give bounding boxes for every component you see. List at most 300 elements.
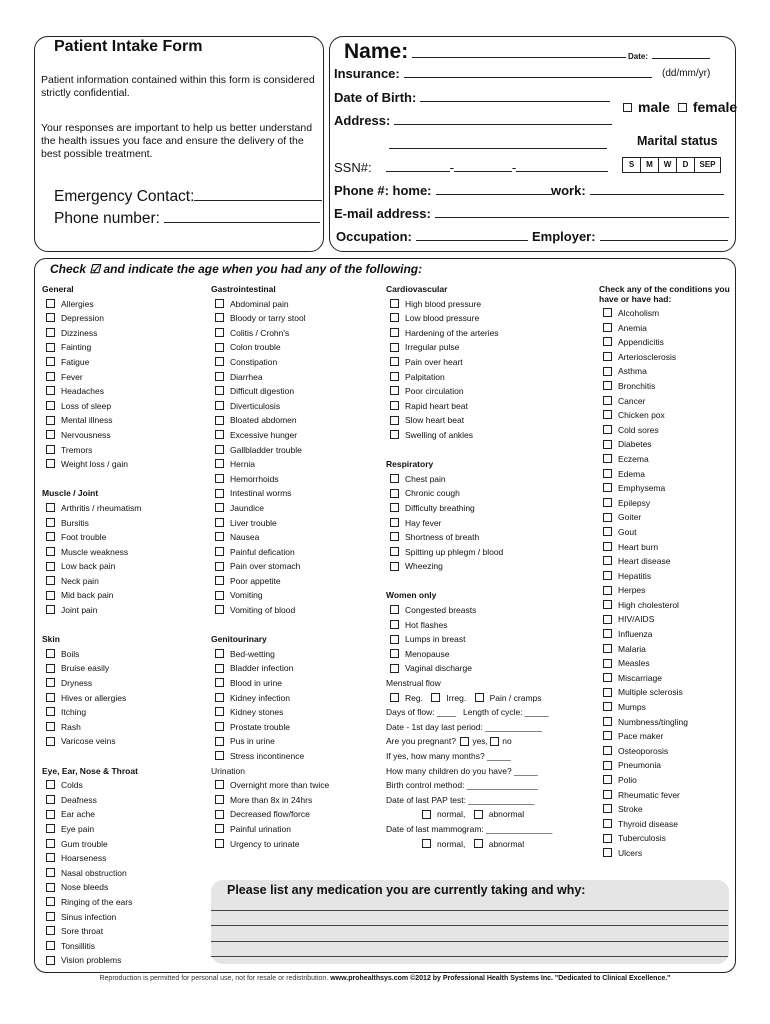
months-field[interactable]: If yes, how many months? _____	[386, 751, 511, 761]
phone-home-field[interactable]	[334, 183, 552, 198]
cardio-item[interactable]	[386, 340, 552, 355]
checkbox[interactable]	[46, 649, 55, 658]
respiratory-item[interactable]	[386, 559, 552, 574]
email-field[interactable]	[334, 206, 729, 221]
checkbox[interactable]	[603, 323, 612, 332]
checkbox[interactable]	[603, 483, 612, 492]
checkbox[interactable]	[603, 688, 612, 697]
other-condition-item[interactable]	[599, 321, 731, 336]
checkbox[interactable]	[390, 503, 399, 512]
muscle-joint-item[interactable]	[42, 603, 141, 618]
checkbox[interactable]	[603, 586, 612, 595]
skin-item[interactable]	[42, 691, 141, 706]
pap-test-field[interactable]: Date of last PAP test: ______________	[386, 794, 535, 805]
women-item[interactable]	[386, 661, 552, 676]
checkbox[interactable]	[215, 795, 224, 804]
checkbox[interactable]	[46, 795, 55, 804]
women-item[interactable]	[386, 632, 552, 647]
general-item[interactable]	[42, 384, 141, 399]
checkbox[interactable]	[46, 532, 55, 541]
women-item[interactable]	[386, 647, 552, 662]
checkbox[interactable]	[603, 556, 612, 565]
checkbox[interactable]	[215, 737, 224, 746]
genito-item[interactable]	[211, 691, 329, 706]
gastro-item[interactable]	[211, 486, 329, 501]
checkbox[interactable]	[46, 576, 55, 585]
other-condition-item[interactable]	[599, 817, 731, 832]
checkbox[interactable]	[390, 416, 399, 425]
other-condition-item[interactable]	[599, 729, 731, 744]
other-condition-item[interactable]	[599, 394, 731, 409]
checkbox[interactable]	[390, 532, 399, 541]
gastro-item[interactable]	[211, 501, 329, 516]
general-item[interactable]	[42, 399, 141, 414]
checkbox[interactable]	[215, 693, 224, 702]
gastro-item[interactable]	[211, 530, 329, 545]
gastro-item[interactable]	[211, 340, 329, 355]
cardio-item[interactable]	[386, 399, 552, 414]
checkbox[interactable]	[390, 518, 399, 527]
checkbox[interactable]	[390, 620, 399, 629]
other-condition-item[interactable]	[599, 612, 731, 627]
occupation-field[interactable]	[336, 229, 528, 244]
gastro-item[interactable]	[211, 545, 329, 560]
muscle-joint-item[interactable]	[42, 501, 141, 516]
other-condition-item[interactable]	[599, 598, 731, 613]
genito-item[interactable]	[211, 705, 329, 720]
address-field[interactable]	[334, 113, 612, 128]
other-condition-item[interactable]	[599, 846, 731, 861]
general-item[interactable]	[42, 443, 141, 458]
other-condition-item[interactable]	[599, 831, 731, 846]
general-item[interactable]	[42, 297, 141, 312]
pap-abnormal-checkbox[interactable]	[474, 810, 483, 819]
general-item[interactable]	[42, 311, 141, 326]
checkbox[interactable]	[46, 853, 55, 862]
checkbox[interactable]	[215, 416, 224, 425]
other-condition-item[interactable]	[599, 510, 731, 525]
other-condition-item[interactable]	[599, 744, 731, 759]
checkbox[interactable]	[215, 722, 224, 731]
checkbox[interactable]	[390, 605, 399, 614]
checkbox[interactable]	[603, 381, 612, 390]
gastro-item[interactable]	[211, 457, 329, 472]
checkbox[interactable]	[46, 737, 55, 746]
checkbox[interactable]	[215, 678, 224, 687]
checkbox[interactable]	[390, 489, 399, 498]
other-condition-item[interactable]	[599, 758, 731, 773]
checkbox[interactable]	[603, 644, 612, 653]
checkbox[interactable]	[390, 649, 399, 658]
checkbox[interactable]	[603, 542, 612, 551]
checkbox[interactable]	[603, 440, 612, 449]
checkbox[interactable]	[46, 868, 55, 877]
gastro-item[interactable]	[211, 516, 329, 531]
checkbox[interactable]	[603, 337, 612, 346]
gastro-item[interactable]	[211, 311, 329, 326]
gastro-item[interactable]	[211, 443, 329, 458]
checkbox[interactable]	[46, 357, 55, 366]
muscle-joint-item[interactable]	[42, 545, 141, 560]
mammogram-field[interactable]: Date of last mammogram: ______________	[386, 823, 553, 834]
male-checkbox[interactable]	[623, 103, 632, 112]
other-condition-item[interactable]	[599, 685, 731, 700]
mammogram-abnormal-checkbox[interactable]	[474, 839, 483, 848]
respiratory-item[interactable]	[386, 486, 552, 501]
respiratory-item[interactable]	[386, 472, 552, 487]
checkbox[interactable]	[46, 780, 55, 789]
checkbox[interactable]	[46, 897, 55, 906]
female-checkbox[interactable]	[678, 103, 687, 112]
gastro-item[interactable]	[211, 370, 329, 385]
checkbox[interactable]	[390, 401, 399, 410]
eent-item[interactable]	[42, 939, 141, 954]
checkbox[interactable]	[603, 702, 612, 711]
gastro-item[interactable]	[211, 603, 329, 618]
checkbox[interactable]	[46, 430, 55, 439]
other-condition-item[interactable]	[599, 773, 731, 788]
checkbox[interactable]	[390, 664, 399, 673]
cardio-item[interactable]	[386, 355, 552, 370]
checkbox[interactable]	[215, 386, 224, 395]
address-line-2[interactable]	[389, 148, 607, 149]
skin-item[interactable]	[42, 676, 141, 691]
checkbox[interactable]	[46, 678, 55, 687]
checkbox[interactable]	[215, 810, 224, 819]
skin-item[interactable]	[42, 734, 141, 749]
checkbox[interactable]	[603, 673, 612, 682]
name-field[interactable]	[344, 40, 626, 64]
checkbox[interactable]	[46, 605, 55, 614]
checkbox[interactable]	[215, 459, 224, 468]
checkbox[interactable]	[603, 746, 612, 755]
checkbox[interactable]	[603, 396, 612, 405]
checkbox[interactable]	[603, 527, 612, 536]
gastro-item[interactable]	[211, 588, 329, 603]
checkbox[interactable]	[46, 445, 55, 454]
checkbox[interactable]	[46, 883, 55, 892]
checkbox[interactable]	[46, 328, 55, 337]
other-condition-item[interactable]	[599, 802, 731, 817]
urination-item[interactable]	[211, 822, 329, 837]
respiratory-item[interactable]	[386, 501, 552, 516]
checkbox[interactable]	[215, 751, 224, 760]
other-condition-item[interactable]	[599, 700, 731, 715]
other-condition-item[interactable]	[599, 452, 731, 467]
medication-line-2[interactable]	[211, 925, 728, 926]
checkbox[interactable]	[603, 629, 612, 638]
urination-item[interactable]	[211, 778, 329, 793]
muscle-joint-item[interactable]	[42, 574, 141, 589]
eent-item[interactable]	[42, 778, 141, 793]
checkbox[interactable]	[390, 562, 399, 571]
other-condition-item[interactable]	[599, 306, 731, 321]
other-condition-item[interactable]	[599, 423, 731, 438]
other-condition-item[interactable]	[599, 788, 731, 803]
marital-option-sep[interactable]: SEP	[694, 157, 721, 173]
pain-checkbox[interactable]	[475, 693, 484, 702]
emergency-contact-field[interactable]	[54, 188, 322, 206]
other-condition-item[interactable]	[599, 656, 731, 671]
checkbox[interactable]	[603, 454, 612, 463]
medication-line-1[interactable]	[211, 910, 728, 911]
gastro-item[interactable]	[211, 297, 329, 312]
respiratory-item[interactable]	[386, 516, 552, 531]
checkbox[interactable]	[46, 343, 55, 352]
checkbox[interactable]	[46, 459, 55, 468]
checkbox[interactable]	[215, 430, 224, 439]
gastro-item[interactable]	[211, 355, 329, 370]
gastro-item[interactable]	[211, 574, 329, 589]
marital-option-s[interactable]: S	[622, 157, 641, 173]
other-condition-item[interactable]	[599, 481, 731, 496]
cardio-item[interactable]	[386, 428, 552, 443]
checkbox[interactable]	[46, 810, 55, 819]
checkbox[interactable]	[215, 372, 224, 381]
checkbox[interactable]	[603, 717, 612, 726]
ssn-field[interactable]	[334, 160, 608, 175]
other-condition-item[interactable]	[599, 364, 731, 379]
eent-item[interactable]	[42, 910, 141, 925]
checkbox[interactable]	[46, 313, 55, 322]
genito-item[interactable]	[211, 647, 329, 662]
eent-item[interactable]	[42, 895, 141, 910]
skin-item[interactable]	[42, 661, 141, 676]
checkbox[interactable]	[46, 416, 55, 425]
marital-option-w[interactable]: W	[658, 157, 677, 173]
checkbox[interactable]	[46, 693, 55, 702]
other-condition-item[interactable]	[599, 408, 731, 423]
eent-item[interactable]	[42, 793, 141, 808]
eent-item[interactable]	[42, 822, 141, 837]
cardio-item[interactable]	[386, 297, 552, 312]
checkbox[interactable]	[603, 352, 612, 361]
checkbox[interactable]	[46, 547, 55, 556]
other-condition-item[interactable]	[599, 540, 731, 555]
muscle-joint-item[interactable]	[42, 516, 141, 531]
checkbox[interactable]	[603, 308, 612, 317]
marital-option-d[interactable]: D	[676, 157, 695, 173]
checkbox[interactable]	[46, 401, 55, 410]
checkbox[interactable]	[215, 824, 224, 833]
other-condition-item[interactable]	[599, 671, 731, 686]
gastro-item[interactable]	[211, 559, 329, 574]
eent-item[interactable]	[42, 880, 141, 895]
checkbox[interactable]	[603, 819, 612, 828]
checkbox[interactable]	[215, 780, 224, 789]
checkbox[interactable]	[603, 367, 612, 376]
checkbox[interactable]	[215, 707, 224, 716]
checkbox[interactable]	[215, 503, 224, 512]
checkbox[interactable]	[390, 343, 399, 352]
gastro-item[interactable]	[211, 399, 329, 414]
checkbox[interactable]	[390, 372, 399, 381]
employer-field[interactable]	[532, 229, 728, 244]
gastro-item[interactable]	[211, 472, 329, 487]
checkbox[interactable]	[215, 489, 224, 498]
other-condition-item[interactable]	[599, 335, 731, 350]
checkbox[interactable]	[603, 790, 612, 799]
general-item[interactable]	[42, 355, 141, 370]
medication-line-4[interactable]	[211, 956, 728, 957]
general-item[interactable]	[42, 413, 141, 428]
checkbox[interactable]	[603, 498, 612, 507]
respiratory-item[interactable]	[386, 530, 552, 545]
checkbox[interactable]	[46, 503, 55, 512]
urination-item[interactable]	[211, 807, 329, 822]
checkbox[interactable]	[603, 659, 612, 668]
women-item[interactable]	[386, 618, 552, 633]
checkbox[interactable]	[215, 313, 224, 322]
eent-item[interactable]	[42, 924, 141, 939]
checkbox[interactable]	[603, 804, 612, 813]
checkbox[interactable]	[46, 824, 55, 833]
checkbox[interactable]	[46, 839, 55, 848]
eent-item[interactable]	[42, 851, 141, 866]
pregnant-no-checkbox[interactable]	[490, 737, 499, 746]
checkbox[interactable]	[215, 547, 224, 556]
checkbox[interactable]	[46, 926, 55, 935]
marital-option-m[interactable]: M	[640, 157, 659, 173]
checkbox[interactable]	[46, 591, 55, 600]
checkbox[interactable]	[215, 649, 224, 658]
cardio-item[interactable]	[386, 370, 552, 385]
checkbox[interactable]	[46, 941, 55, 950]
checkbox[interactable]	[603, 848, 612, 857]
checkbox[interactable]	[603, 600, 612, 609]
cardio-item[interactable]	[386, 413, 552, 428]
checkbox[interactable]	[46, 372, 55, 381]
checkbox[interactable]	[603, 425, 612, 434]
checkbox[interactable]	[390, 313, 399, 322]
other-condition-item[interactable]	[599, 627, 731, 642]
checkbox[interactable]	[215, 474, 224, 483]
other-condition-item[interactable]	[599, 583, 731, 598]
skin-item[interactable]	[42, 647, 141, 662]
cardio-item[interactable]	[386, 326, 552, 341]
women-item[interactable]	[386, 603, 552, 618]
gastro-item[interactable]	[211, 326, 329, 341]
checkbox[interactable]	[46, 722, 55, 731]
checkbox[interactable]	[215, 445, 224, 454]
checkbox[interactable]	[215, 664, 224, 673]
skin-item[interactable]	[42, 720, 141, 735]
reg-checkbox[interactable]	[390, 693, 399, 702]
checkbox[interactable]	[390, 547, 399, 556]
checkbox[interactable]	[390, 430, 399, 439]
genito-item[interactable]	[211, 749, 329, 764]
irreg-checkbox[interactable]	[431, 693, 440, 702]
genito-item[interactable]	[211, 661, 329, 676]
checkbox[interactable]	[46, 562, 55, 571]
phone-number-field[interactable]	[54, 210, 320, 228]
children-field[interactable]: How many children do you have? _____	[386, 765, 538, 776]
muscle-joint-item[interactable]	[42, 559, 141, 574]
checkbox[interactable]	[46, 518, 55, 527]
eent-item[interactable]	[42, 807, 141, 822]
mammogram-normal-checkbox[interactable]	[422, 839, 431, 848]
eent-item[interactable]	[42, 837, 141, 852]
flow-cycle-field[interactable]	[386, 705, 552, 720]
checkbox[interactable]	[215, 343, 224, 352]
checkbox[interactable]	[215, 328, 224, 337]
gastro-item[interactable]	[211, 428, 329, 443]
pap-normal-checkbox[interactable]	[422, 810, 431, 819]
muscle-joint-item[interactable]	[42, 588, 141, 603]
muscle-joint-item[interactable]	[42, 530, 141, 545]
other-condition-item[interactable]	[599, 715, 731, 730]
cardio-item[interactable]	[386, 311, 552, 326]
checkbox[interactable]	[215, 532, 224, 541]
cardio-item[interactable]	[386, 384, 552, 399]
checkbox[interactable]	[390, 474, 399, 483]
checkbox[interactable]	[603, 775, 612, 784]
genito-item[interactable]	[211, 676, 329, 691]
checkbox[interactable]	[46, 912, 55, 921]
skin-item[interactable]	[42, 705, 141, 720]
checkbox[interactable]	[390, 357, 399, 366]
other-condition-item[interactable]	[599, 467, 731, 482]
checkbox[interactable]	[390, 386, 399, 395]
gastro-item[interactable]	[211, 413, 329, 428]
checkbox[interactable]	[215, 562, 224, 571]
checkbox[interactable]	[603, 469, 612, 478]
urination-item[interactable]	[211, 793, 329, 808]
checkbox[interactable]	[215, 401, 224, 410]
checkbox[interactable]	[603, 731, 612, 740]
checkbox[interactable]	[215, 576, 224, 585]
genito-item[interactable]	[211, 720, 329, 735]
checkbox[interactable]	[46, 707, 55, 716]
other-condition-item[interactable]	[599, 554, 731, 569]
other-condition-item[interactable]	[599, 379, 731, 394]
medication-line-3[interactable]	[211, 941, 728, 942]
checkbox[interactable]	[215, 591, 224, 600]
general-item[interactable]	[42, 340, 141, 355]
checkbox[interactable]	[215, 605, 224, 614]
gastro-item[interactable]	[211, 384, 329, 399]
checkbox[interactable]	[215, 299, 224, 308]
other-condition-item[interactable]	[599, 350, 731, 365]
checkbox[interactable]	[603, 615, 612, 624]
checkbox[interactable]	[215, 839, 224, 848]
respiratory-item[interactable]	[386, 545, 552, 560]
checkbox[interactable]	[390, 299, 399, 308]
checkbox[interactable]	[603, 761, 612, 770]
checkbox[interactable]	[46, 386, 55, 395]
general-item[interactable]	[42, 428, 141, 443]
urination-item[interactable]	[211, 837, 329, 852]
eent-item[interactable]	[42, 866, 141, 881]
other-condition-item[interactable]	[599, 642, 731, 657]
general-item[interactable]	[42, 457, 141, 472]
checkbox[interactable]	[215, 357, 224, 366]
birth-control-field[interactable]: Birth control method: _______________	[386, 780, 538, 791]
last-period-field[interactable]: Date - 1st day last period: ____________	[386, 721, 542, 732]
general-item[interactable]	[42, 370, 141, 385]
phone-work-field[interactable]	[551, 183, 724, 198]
pregnant-yes-checkbox[interactable]	[460, 737, 469, 746]
dob-field[interactable]	[334, 90, 610, 105]
checkbox[interactable]	[390, 328, 399, 337]
date-field[interactable]	[628, 52, 710, 61]
checkbox[interactable]	[603, 834, 612, 843]
general-item[interactable]	[42, 326, 141, 341]
other-condition-item[interactable]	[599, 496, 731, 511]
checkbox[interactable]	[603, 410, 612, 419]
checkbox[interactable]	[46, 299, 55, 308]
checkbox[interactable]	[603, 571, 612, 580]
